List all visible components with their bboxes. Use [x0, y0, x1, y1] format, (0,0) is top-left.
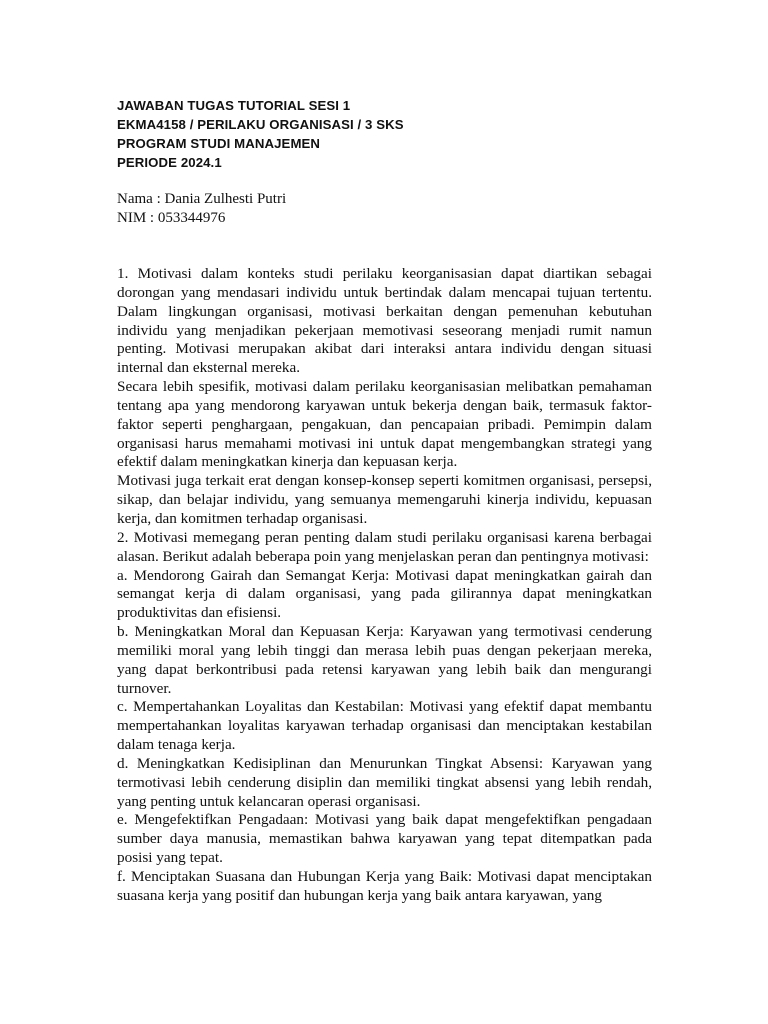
course-code: EKMA4158 / PERILAKU ORGANISASI / 3 SKS: [117, 117, 404, 132]
assignment-title: JAWABAN TUGAS TUTORIAL SESI 1: [117, 98, 351, 113]
document-body: [117, 265, 652, 906]
paragraph-2: Secara lebih spesifik, motivasi dalam perilaku keorganisasian melibatkan pemahaman tentang apa yang mendorong karyawan untuk bekerja dengan baik, termasuk faktor-faktor seperti penghargaan, pengakuan, dan pencapaian pribadi. Pemimpin dalam organisasi harus memahami motivasi ini untuk dapat mengembangkan strategi yang efektif dalam meningkatkan kinerja dan kepuasan kerja.: [117, 378, 652, 471]
paragraph-1: 1. Motivasi dalam konteks studi perilaku keorganisasian dapat diartikan sebagai dorongan yang mendasari individu untuk bertindak dalam mencapai tujuan tertentu. Dalam lingkungan organisasi, motivasi berkaitan dengan pemenuhan kebutuhan individu yang menjadikan pekerjaan memotivasi seseorang menjadi rumit namun penting. Motivasi merupakan akibat dari interaksi antara individu dengan situasi internal dan eksternal mereka.: [117, 265, 652, 377]
period: PERIODE 2024.1: [117, 155, 222, 170]
paragraph-3: Motivasi juga terkait erat dengan konsep-konsep seperti komitmen organisasi, persepsi, sikap, dan belajar individu, yang semuanya memengaruhi kinerja individu, kepuasan kerja, dan komitmen terhadap organisasi.: [117, 472, 652, 527]
student-name: Nama : Dania Zulhesti Putri: [117, 191, 287, 207]
list-item-b: b. Meningkatkan Moral dan Kepuasan Kerja: Karyawan yang termotivasi cenderung memiliki moral yang lebih tinggi dan merasa lebih puas dengan pekerjaan mereka, yang dapat berkontribusi pada retensi karyawan yang lebih baik dan mengurangi turnover.: [117, 623, 652, 697]
student-identity: [117, 190, 657, 228]
study-program: PROGRAM STUDI MANAJEMEN: [117, 136, 321, 151]
paragraph-4: 2. Motivasi memegang peran penting dalam studi perilaku organisasi karena berbagai alasan. Berikut adalah beberapa poin yang menjelaskan peran dan pentingnya motivasi:: [117, 528, 652, 565]
list-item-e: e. Mengefektifkan Pengadaan: Motivasi yang baik dapat mengefektifkan pengadaan sumber daya manusia, memastikan bahwa karyawan yang tepat ditempatkan pada posisi yang tepat.: [117, 811, 652, 867]
list-item-f: f. Menciptakan Suasana dan Hubungan Kerja yang Baik: Motivasi dapat menciptakan suasana kerja yang positif dan hubungan kerja yang baik antara karyawan, yang: [117, 868, 652, 904]
list-item-a: a. Mendorong Gairah dan Semangat Kerja: Motivasi dapat meningkatkan gairah dan semangat kerja di dalam organisasi, yang pada gilirannya dapat meningkatkan produktivitas dan efisiensi.: [117, 566, 652, 622]
document-header: [117, 96, 657, 172]
list-item-c: c. Mempertahankan Loyalitas dan Kestabilan: Motivasi yang efektif dapat membantu mempertahankan loyalitas karyawan terhadap organisasi dan menciptakan kestabilan dalam tenaga kerja.: [117, 698, 652, 754]
list-item-d: d. Meningkatkan Kedisiplinan dan Menurunkan Tingkat Absensi: Karyawan yang termotivasi lebih cenderung disiplin dan memiliki tingkat absensi yang lebih rendah, yang penting untuk kelancaran operasi organisasi.: [117, 754, 652, 810]
student-nim: NIM : 053344976: [117, 210, 226, 226]
